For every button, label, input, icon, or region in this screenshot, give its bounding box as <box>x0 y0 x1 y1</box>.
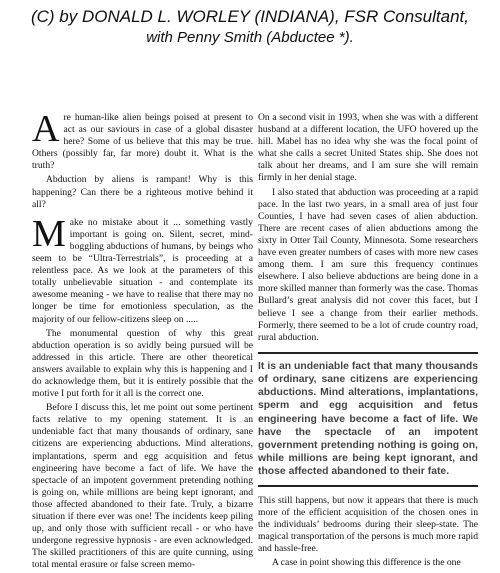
author-name: DONALD L. WORLEY (INDIANA) <box>81 7 335 26</box>
left-column <box>32 108 253 573</box>
byline-prefix: (C) by <box>30 7 82 26</box>
paragraph: Before I discuss this, let me point out some pertinent facts relative to my opening statement. It is an undeniable fact that many thousands of ordinary, sane citizens are experiencing abductions. Mind alterations, implantations, sperm and egg acquisition and fetus engineering have become a fact of life. We have the spectacle of an impotent government pretending nothing is going on, while millions are being kept ignorant, and those affected abandoned to their fate. Truly, a bizarre situation if there ever was one! The incidents keep piling up, and only those with sufficient recall - or who have undergone regressive hypnosis - are even acknowledged. The skilled practitioners of this are quite cunning, using total mental erasure or false screen memo- <box>32 402 253 571</box>
paragraph: I also stated that abduction was proceeding at a rapid pace. In the last two years, in a small area of just four Counties, I have had seven cases of alien abduction. There are recent cases of alien abductions among the sixty in Otter Tail County, Minnesota. Some researchers have even greater numbers of cases with more new cases among them. I am sure this frequency continues elsewhere. I also believe abductions are being done in a more skilled manner than formerly was the case. Thomas Bullard’s great analysis did not cover this facet, but I believe I see a change from their earlier methods. Formerly, there seemed to be a lot of crude country road, rural abduction. <box>258 186 478 343</box>
byline <box>0 6 500 28</box>
drop-cap: A <box>32 108 60 150</box>
pull-quote: It is an undeniable fact that many thousands of ordinary, sane citizens are experiencing abductions. Mind alterations, implantations, sperm and egg acquisition and fetus engineering have become a fact of life. We have the spectacle of an impotent government pretending nothing is going on, while millions are being kept ignorant, and those affected abandoned to their fate. <box>258 352 478 487</box>
paragraph-text: re human-like alien beings poised at present to act as our saviours in case of a global disaster here? Some of us believe that this may be true. Others (possibly far, far more) doubt it. What is the truth? <box>32 112 253 172</box>
paragraph: This still happens, but now it appears that there is much more of the efficient acquisition of the chosen ones in the individuals’ bedrooms during their sleep-state. The magical transportation of the persons is much more rapid and hassle-free. <box>258 494 478 554</box>
paragraph <box>32 212 253 326</box>
paragraph <box>32 108 253 172</box>
paragraph: The monumental question of why this great abduction operation is so avidly being pursued will be addressed in this article. There are other theoretical answers available to explain why this is happening and I do acknowledge them, but it is entirely possible that the motive I put forth for it all is the correct one. <box>32 327 253 400</box>
paragraph: On a second visit in 1993, when she was with a different husband at a different location, the UFO hovered up the hill. Mabel has no idea why she was the focal point of what she calls a secret United States ship. She does not talk about her dreams, and I am sure she will remain firmly in her denial stage. <box>258 112 478 184</box>
article-header <box>0 6 500 48</box>
paragraph-text: ake no mistake about it ... something vastly important is going on. Silent, secret, mind-boggling abductions of humans, by beings who seem to be “Ultra-Terrestrials”, is proceeding at a relentless pace. As we look at the parameters of this totally unbelievable situation - and contemplate its awesome meaning - we have to realise that there may no longer be time for emotionless speculation, as the majority of our fellow-citizens sleep on ..... <box>32 216 253 325</box>
author-role: , FSR Consultant, <box>334 7 469 26</box>
drop-cap: M <box>32 212 66 255</box>
co-author: with Penny Smith (Abductee *). <box>146 29 354 46</box>
paragraph: A case in point showing this difference is the one <box>272 557 461 569</box>
paragraph: Abduction by aliens is rampant! Why is this happening? Can there be a righteous motive behind it all? <box>32 174 253 210</box>
right-column <box>258 112 478 571</box>
